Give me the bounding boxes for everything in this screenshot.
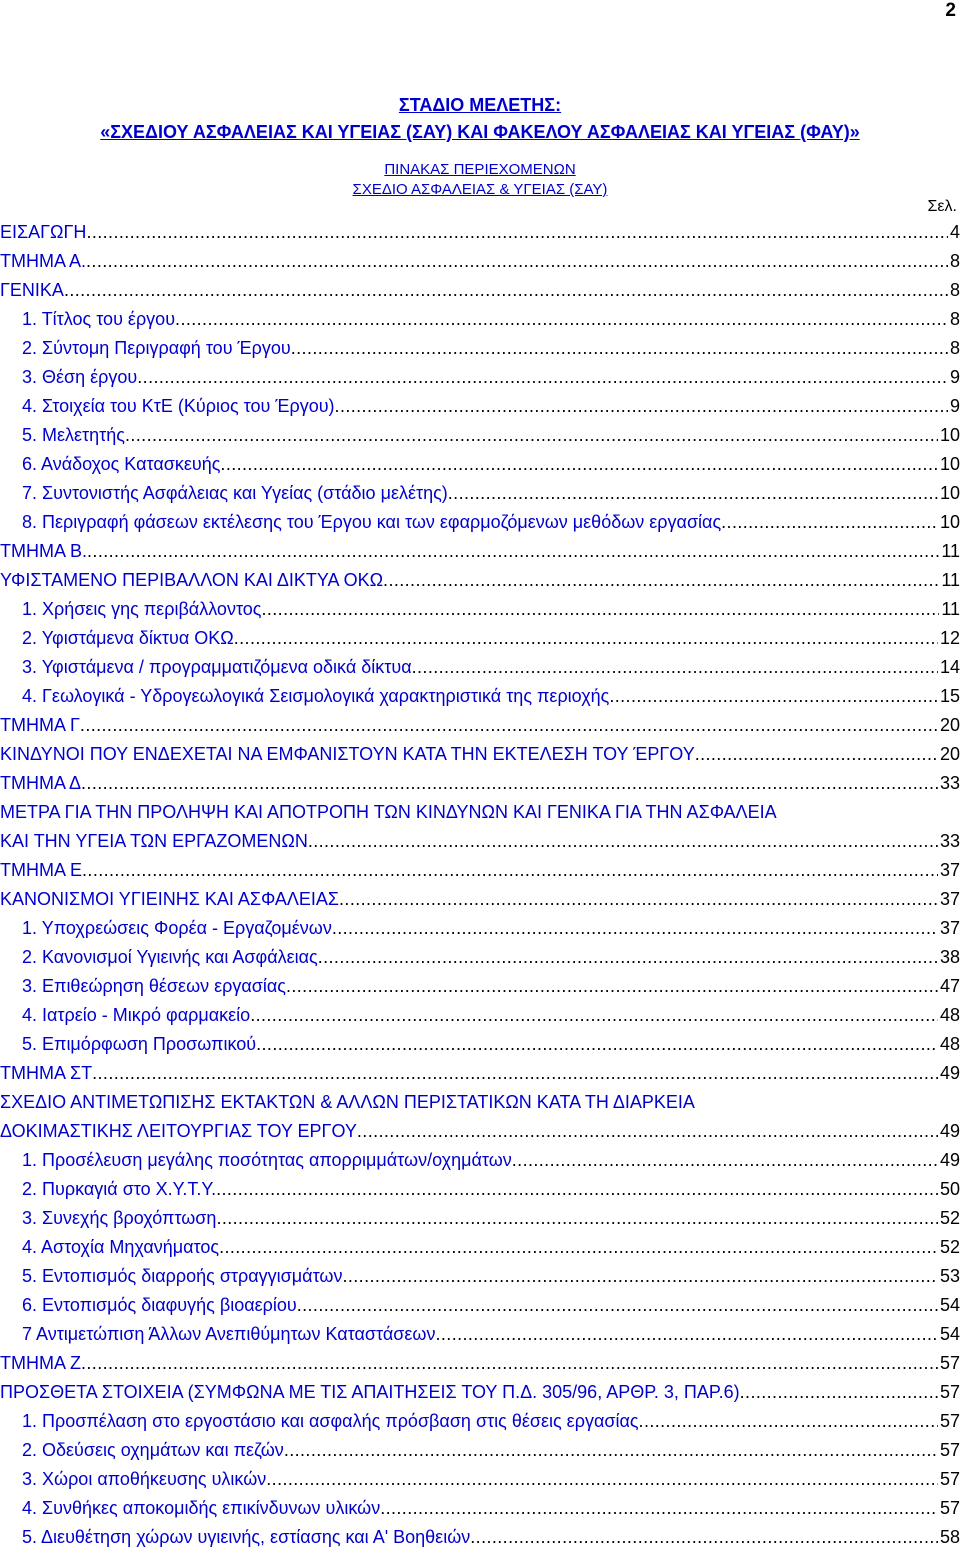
toc-leader-dots — [740, 1378, 938, 1407]
toc-entry-page: 37 — [939, 889, 960, 909]
toc-leader-dots — [137, 363, 948, 392]
toc-entry-title: ΕΙΣΑΓΩΓΗ — [0, 222, 87, 242]
toc-entry-page: 47 — [939, 976, 960, 996]
toc-entry[interactable] — [0, 421, 960, 450]
toc-entry-title: 4. Αστοχία Μηχανήματος — [22, 1237, 220, 1257]
toc-leader-dots — [286, 972, 938, 1001]
toc-leader-dots — [87, 537, 939, 566]
toc-leader-dots — [695, 740, 938, 769]
toc-entry-title: 1. Προσπέλαση στο εργοστάσιο και ασφαλής πρόσβαση στις θέσεις εργασίας — [22, 1411, 639, 1431]
toc-entry[interactable] — [0, 1233, 960, 1262]
toc-leader-dots — [380, 1494, 938, 1523]
title-line-2: «ΣΧΕΔΙΟΥ ΑΣΦΑΛΕΙΑΣ ΚΑΙ ΥΓΕΙΑΣ (ΣΑΥ) ΚΑΙ ΦΑΚΕΛΟΥ ΑΣΦΑΛΕΙΑΣ ΚΑΙ ΥΓΕΙΑΣ (ΦΑΥ)» — [100, 122, 860, 142]
toc-leader-dots — [234, 624, 938, 653]
toc-entry-page: 37 — [939, 860, 960, 880]
toc-entry-title: 4. Στοιχεία του ΚτΕ (Κύριος του Έργου) — [22, 396, 335, 416]
toc-entry[interactable] — [0, 769, 960, 798]
toc-entry-page: 8 — [949, 338, 960, 358]
toc-leader-dots — [332, 914, 938, 943]
toc-entry-page: 8 — [949, 280, 960, 300]
toc-entry[interactable] — [0, 1175, 960, 1204]
toc-entry[interactable] — [0, 711, 960, 740]
toc-leader-dots — [125, 421, 938, 450]
toc-entry-title: 3. Συνεχής βροχόπτωση — [22, 1208, 217, 1228]
toc-leader-dots — [175, 305, 948, 334]
toc-leader-dots — [436, 1320, 938, 1349]
toc-entry-page: 37 — [939, 918, 960, 938]
toc-leader-dots — [339, 885, 938, 914]
toc-leader-dots — [86, 247, 948, 276]
toc-entry-page: 58 — [939, 1527, 960, 1547]
toc-entry-page: 49 — [939, 1150, 960, 1170]
toc-entry-title: 3. Υφιστάμενα / προγραμματιζόμενα οδικά δίκτυα — [22, 657, 412, 677]
toc-leader-dots — [721, 508, 938, 537]
toc-entry-title: ΤΜΗΜΑ Β. — [0, 541, 88, 561]
toc-entry-title: 5. Επιμόρφωση Προσωπικού — [22, 1034, 257, 1054]
toc-entry[interactable] — [0, 856, 960, 885]
toc-leader-dots — [266, 1465, 938, 1494]
toc-entry-title: 7 Αντιμετώπιση Άλλων Ανεπιθύμητων Καταστάσεων — [22, 1324, 436, 1344]
toc-entry[interactable] — [0, 1407, 960, 1436]
toc-entry-title: 8. Περιγραφή φάσεων εκτέλεσης του Έργου και των εφαρμοζόμενων μεθόδων εργασίας — [22, 512, 722, 532]
toc-entry[interactable] — [0, 450, 960, 479]
toc-leader-dots — [448, 479, 938, 508]
toc-entry-title: 6. Εντοπισμός διαφυγής βιοαερίου — [22, 1295, 297, 1315]
toc-entry-page: 14 — [939, 657, 960, 677]
toc-entry-title: 1. Υποχρεώσεις Φορέα - Εργαζομένων — [22, 918, 332, 938]
toc-leader-dots — [357, 1117, 938, 1146]
toc-entry[interactable] — [0, 1465, 960, 1494]
toc-entry-title: 2. Οδεύσεις οχημάτων και πεζών — [22, 1440, 284, 1460]
toc-leader-dots — [219, 1233, 938, 1262]
toc-entry-title: 4. Ιατρείο - Μικρό φαρμακείο — [22, 1005, 251, 1025]
toc-entry-title: ΚΑΙ ΤΗΝ ΥΓΕΙΑ ΤΩΝ ΕΡΓΑΖΟΜΕΝΩΝ — [0, 831, 308, 851]
toc-leader-dots — [284, 1436, 938, 1465]
toc-entry-title: 5. Διευθέτηση χώρων υγιεινής, εστίασης και Α' Βοηθειών — [22, 1527, 471, 1547]
toc-entry[interactable] — [0, 1494, 960, 1523]
toc-entry-page: 53 — [939, 1266, 960, 1286]
toc-entry-page: 50 — [939, 1179, 960, 1199]
toc-entry-title: ΤΜΗΜΑ Α. — [0, 251, 87, 271]
toc-entry-page: 9 — [949, 396, 960, 416]
toc-entry[interactable] — [0, 624, 960, 653]
toc-entry-page: 20 — [939, 744, 960, 764]
toc-leader-dots — [250, 1001, 938, 1030]
toc-entry[interactable] — [0, 827, 960, 856]
toc-entry-title: 3. Επιθεώρηση θέσεων εργασίας — [22, 976, 286, 996]
toc-entry-page: 57 — [939, 1469, 960, 1489]
toc-entry-title: 3. Χώροι αποθήκευσης υλικών — [22, 1469, 267, 1489]
toc-entry[interactable] — [0, 566, 960, 595]
toc-entry[interactable] — [0, 276, 960, 305]
toc-entry-page: 11 — [941, 599, 960, 619]
toc-entry-title: 2. Σύντομη Περιγραφή του Έργου — [22, 338, 291, 358]
toc-entry[interactable] — [0, 1117, 960, 1146]
toc-entry[interactable] — [0, 1088, 960, 1117]
toc-entry-title: 6. Ανάδοχος Κατασκευής — [22, 454, 221, 474]
toc-entry-title: 2. Κανονισμοί Υγιεινής και Ασφάλειας — [22, 947, 318, 967]
toc-entry-title: ΠΡΟΣΘΕΤΑ ΣΤΟΙΧΕΙΑ (ΣΥΜΦΩΝΑ ΜΕ ΤΙΣ ΑΠΑΙΤΗΣΕΙΣ ΤΟΥ Π.Δ. 305/96, ΑΡΘΡ. 3, ΠΑΡ.6) — [0, 1382, 740, 1402]
toc-entry-title: ΥΦΙΣΤΑΜΕΝΟ ΠΕΡΙΒΑΛΛΟΝ ΚΑΙ ΔΙΚΤΥΑ ΟΚΩ — [0, 570, 384, 590]
toc-entry-page: 10 — [939, 483, 960, 503]
toc-leader-dots — [342, 1262, 937, 1291]
toc-entry-title: 5. Εντοπισμός διαρροής στραγγισμάτων — [22, 1266, 343, 1286]
toc-entry[interactable] — [0, 334, 960, 363]
toc-entry-title: ΜΕΤΡΑ ΓΙΑ ΤΗΝ ΠΡΟΛΗΨΗ ΚΑΙ ΑΠΟΤΡΟΠΗ ΤΩΝ ΚΙΝΔΥΝΩΝ ΚΑΙ ΓΕΝΙΚΑ ΓΙΑ ΤΗΝ ΑΣΦΑΛΕΙΑ — [0, 802, 777, 822]
toc-entry[interactable] — [0, 392, 960, 421]
toc-leader-dots — [470, 1523, 938, 1552]
toc-entry-title: ΓΕΝΙΚΑ — [0, 280, 64, 300]
toc-entry-title: 7. Συντονιστής Ασφάλειας και Υγείας (στάδιο μελέτης) — [22, 483, 448, 503]
toc-entry[interactable] — [0, 1523, 960, 1552]
table-of-contents — [0, 218, 960, 1552]
toc-leader-dots — [82, 856, 938, 885]
toc-entry-title: ΔΟΚΙΜΑΣΤΙΚΗΣ ΛΕΙΤΟΥΡΓΙΑΣ ΤΟΥ ΕΡΓΟΥ — [0, 1121, 357, 1141]
toc-entry[interactable] — [0, 363, 960, 392]
toc-entry-title: 1. Τίτλος του έργου — [22, 309, 176, 329]
toc-entry-page: 57 — [939, 1498, 960, 1518]
toc-entry[interactable] — [0, 972, 960, 1001]
toc-entry-title: 3. Θέση έργου — [22, 367, 138, 387]
toc-entry[interactable] — [0, 740, 960, 769]
toc-entry-title: ΤΜΗΜΑ Γ — [0, 715, 80, 735]
toc-entry[interactable] — [0, 1349, 960, 1378]
toc-entry[interactable] — [0, 1204, 960, 1233]
toc-entry[interactable] — [0, 247, 960, 276]
toc-entry-title: ΤΜΗΜΑ Δ — [0, 773, 82, 793]
toc-entry-page: 11 — [941, 570, 960, 590]
toc-leader-dots — [220, 450, 938, 479]
toc-leader-dots — [291, 334, 948, 363]
toc-entry[interactable] — [0, 914, 960, 943]
title-line-1: ΣΤΑΔΙΟ ΜΕΛΕΤΗΣ: — [398, 95, 562, 115]
toc-entry[interactable] — [0, 508, 960, 537]
toc-entry-title: ΤΜΗΜΑ Ε — [0, 860, 83, 880]
toc-entry-title: ΚΑΝΟΝΙΣΜΟΙ ΥΓΙΕΙΝΗΣ ΚΑΙ ΑΣΦΑΛΕΙΑΣ — [0, 889, 340, 909]
toc-leader-dots — [81, 769, 938, 798]
toc-entry-page: 10 — [939, 454, 960, 474]
toc-entry[interactable] — [0, 595, 960, 624]
toc-leader-dots — [216, 1175, 938, 1204]
toc-entry-page: 4 — [949, 222, 960, 242]
toc-entry-page: 54 — [939, 1324, 960, 1344]
toc-entry-title: 4. Συνθήκες αποκομιδής επικίνδυνων υλικών — [22, 1498, 381, 1518]
toc-entry[interactable] — [0, 1436, 960, 1465]
toc-entry-page: 57 — [939, 1353, 960, 1373]
toc-entry-title: 5. Μελετητής — [22, 425, 125, 445]
toc-entry-page: 10 — [939, 425, 960, 445]
toc-entry[interactable] — [0, 1291, 960, 1320]
toc-entry-page: 8 — [949, 309, 960, 329]
toc-entry[interactable] — [0, 218, 960, 247]
toc-entry[interactable] — [0, 885, 960, 914]
toc-leader-dots — [512, 1146, 938, 1175]
toc-leader-dots — [81, 1349, 938, 1378]
toc-entry[interactable] — [0, 1001, 960, 1030]
toc-entry-title: ΤΜΗΜΑ ΣΤ — [0, 1063, 93, 1083]
toc-entry-page: 11 — [941, 541, 960, 561]
toc-leader-dots — [80, 711, 938, 740]
toc-entry-page: 9 — [949, 367, 960, 387]
toc-entry[interactable] — [0, 653, 960, 682]
toc-heading-line-1: ΠΙΝΑΚΑΣ ΠΕΡΙΕΧΟΜΕΝΩΝ — [384, 161, 576, 178]
toc-entry-page: 8 — [949, 251, 960, 271]
toc-leader-dots — [609, 682, 938, 711]
toc-leader-dots — [92, 1059, 938, 1088]
toc-entry-page: 52 — [939, 1208, 960, 1228]
toc-heading-line-2: ΣΧΕΔΙΟ ΑΣΦΑΛΕΙΑΣ & ΥΓΕΙΑΣ (ΣΑΥ) — [352, 181, 608, 198]
toc-entry-page: 57 — [939, 1411, 960, 1431]
toc-leader-dots — [335, 392, 948, 421]
toc-entry[interactable] — [0, 1262, 960, 1291]
toc-entry[interactable] — [0, 305, 960, 334]
toc-entry-title: 2. Υφιστάμενα δίκτυα ΟΚΩ — [22, 628, 234, 648]
toc-entry-title: 4. Γεωλογικά - Υδρογεωλογικά Σεισμολογικά χαρακτηριστικά της περιοχής — [22, 686, 610, 706]
toc-leader-dots — [639, 1407, 938, 1436]
toc-entry-title: ΚΙΝΔΥΝΟΙ ΠΟΥ ΕΝΔΕΧΕΤΑΙ ΝΑ ΕΜΦΑΝΙΣΤΟΥΝ ΚΑΤΑ ΤΗΝ ΕΚΤΕΛΕΣΗ ΤΟΥ ΈΡΓΟΥ — [0, 744, 695, 764]
toc-entry-page: 12 — [939, 628, 960, 648]
toc-leader-dots — [216, 1204, 938, 1233]
toc-entry-page: 48 — [939, 1005, 960, 1025]
toc-entry[interactable] — [0, 1320, 960, 1349]
toc-entry-page: 49 — [939, 1063, 960, 1083]
page-number: 2 — [945, 0, 956, 21]
toc-entry[interactable] — [0, 798, 960, 827]
toc-heading — [0, 160, 960, 200]
toc-entry-page: 57 — [939, 1440, 960, 1460]
toc-entry-title: ΣΧΕΔΙΟ ΑΝΤΙΜΕΤΩΠΙΣΗΣ ΕΚΤΑΚΤΩΝ & ΑΛΛΩΝ ΠΕΡΙΣΤΑΤΙΚΩΝ ΚΑΤΑ ΤΗ ΔΙΑΡΚΕΙΑ — [0, 1092, 695, 1112]
document-title — [0, 92, 960, 146]
toc-leader-dots — [318, 943, 938, 972]
toc-entry-page: 52 — [939, 1237, 960, 1257]
page-column-label: Σελ. — [927, 198, 957, 215]
toc-entry-title: 1. Προσέλευση μεγάλης ποσότητας απορριμμάτων/οχημάτων — [22, 1150, 512, 1170]
toc-leader-dots — [308, 827, 938, 856]
toc-entry-page: 57 — [939, 1382, 960, 1402]
toc-leader-dots — [256, 1030, 938, 1059]
toc-entry-title: 2. Πυρκαγιά στο Χ.Υ.Τ.Υ. — [22, 1179, 217, 1199]
toc-entry-page: 20 — [939, 715, 960, 735]
toc-leader-dots — [412, 653, 938, 682]
toc-entry-page: 10 — [939, 512, 960, 532]
toc-entry-page: 38 — [939, 947, 960, 967]
toc-entry[interactable] — [0, 537, 960, 566]
toc-entry-page: 49 — [939, 1121, 960, 1141]
toc-leader-dots — [86, 218, 948, 247]
toc-entry[interactable] — [0, 1378, 960, 1407]
toc-leader-dots — [261, 595, 939, 624]
toc-entry-page: 15 — [939, 686, 960, 706]
toc-entry[interactable] — [0, 682, 960, 711]
toc-entry[interactable] — [0, 943, 960, 972]
toc-entry[interactable] — [0, 1146, 960, 1175]
toc-leader-dots — [64, 276, 948, 305]
toc-leader-dots — [297, 1291, 938, 1320]
toc-entry[interactable] — [0, 479, 960, 508]
toc-entry[interactable] — [0, 1059, 960, 1088]
toc-entry[interactable] — [0, 1030, 960, 1059]
toc-entry-page: 33 — [939, 831, 960, 851]
toc-entry-page: 54 — [939, 1295, 960, 1315]
toc-entry-page: 48 — [939, 1034, 960, 1054]
toc-entry-title: ΤΜΗΜΑ Ζ — [0, 1353, 81, 1373]
toc-entry-page: 33 — [939, 773, 960, 793]
toc-entry-title: 1. Χρήσεις γης περιβάλλοντος — [22, 599, 262, 619]
toc-leader-dots — [383, 566, 939, 595]
